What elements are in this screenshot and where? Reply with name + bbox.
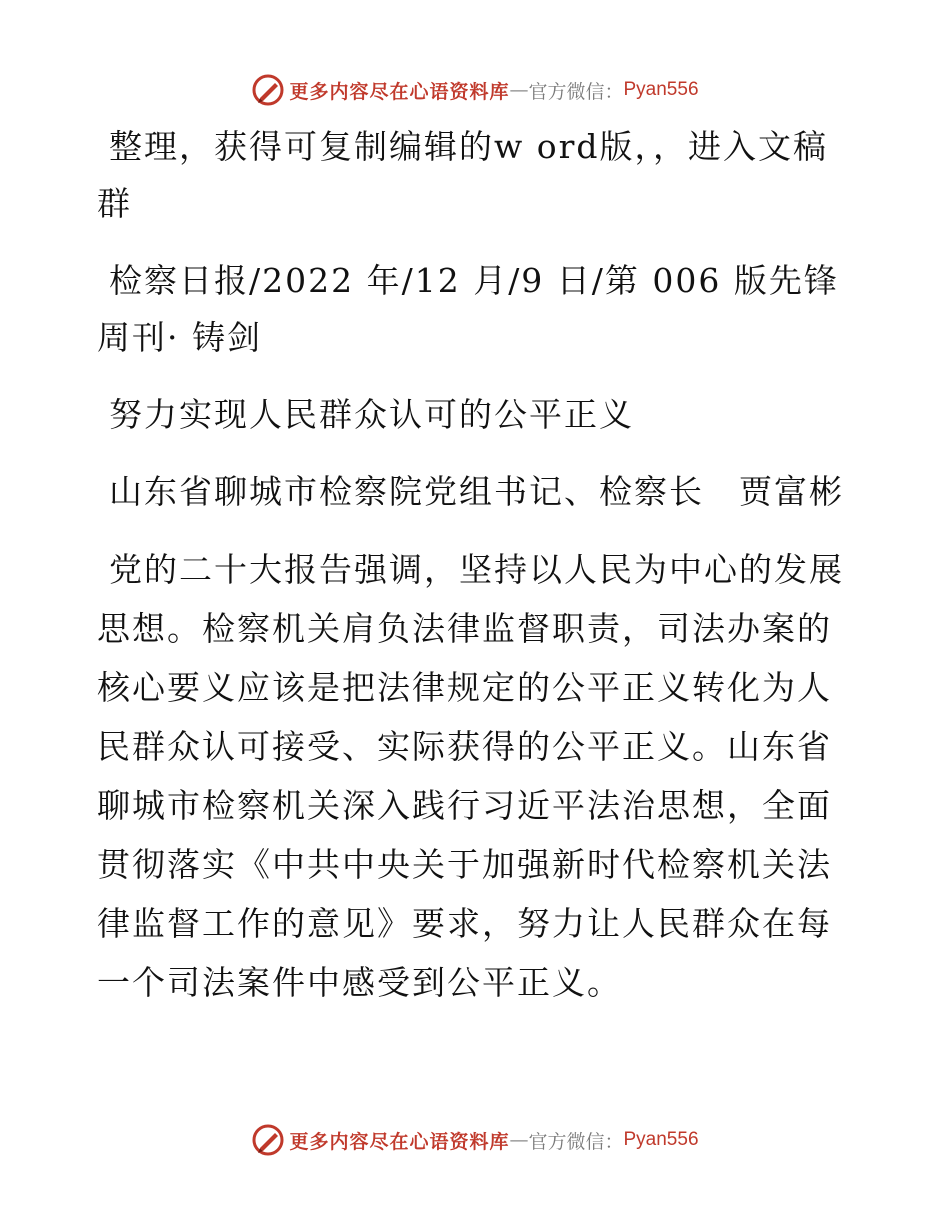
- source-line: 检察日报/2022 年/12 月/9 日/第 006 版先锋周刊· 铸剑: [97, 261, 839, 357]
- banner-separator: —: [509, 1129, 529, 1151]
- body-paragraph: 党的二十大报告强调，坚持以人民为中心的发展思想。检察机关肩负法律监督职责，司法办案的核心要义应该是把法律规定的公平正义转化为人民群众认可接受、实际获得的公平正义。山东省聊城市检察机关深入践行习近平法治思想，全面贯彻落实《中共中央关于加强新时代检察机关法律监督工作的意见》要求，努力让人民群众在每一个司法案件中感受到公平正义。: [97, 550, 844, 1002]
- pen-circle-icon: [251, 73, 285, 107]
- banner-wechat-label: 官方微信：: [528, 1130, 624, 1153]
- header-banner: [0, 70, 950, 110]
- banner-title: 更多内容尽在心语资料库: [289, 80, 510, 103]
- banner-wechat-handle: Pyan556: [623, 1129, 699, 1150]
- banner-separator: —: [509, 79, 529, 101]
- intro-line: 整理，获得可复制编辑的w ord版，，进入文稿群: [97, 127, 829, 223]
- author-line: 山东省聊城市检察院党组书记、检察长 贾富彬: [109, 472, 844, 511]
- banner-wechat-label: 官方微信：: [528, 80, 624, 103]
- banner-title: 更多内容尽在心语资料库: [289, 1130, 510, 1153]
- footer-banner: [0, 1120, 950, 1160]
- banner-wechat-handle: Pyan556: [623, 79, 699, 100]
- article-title: 努力实现人民群众认可的公平正义: [109, 395, 634, 434]
- document-content: [97, 118, 857, 1032]
- pen-circle-icon: [251, 1123, 285, 1157]
